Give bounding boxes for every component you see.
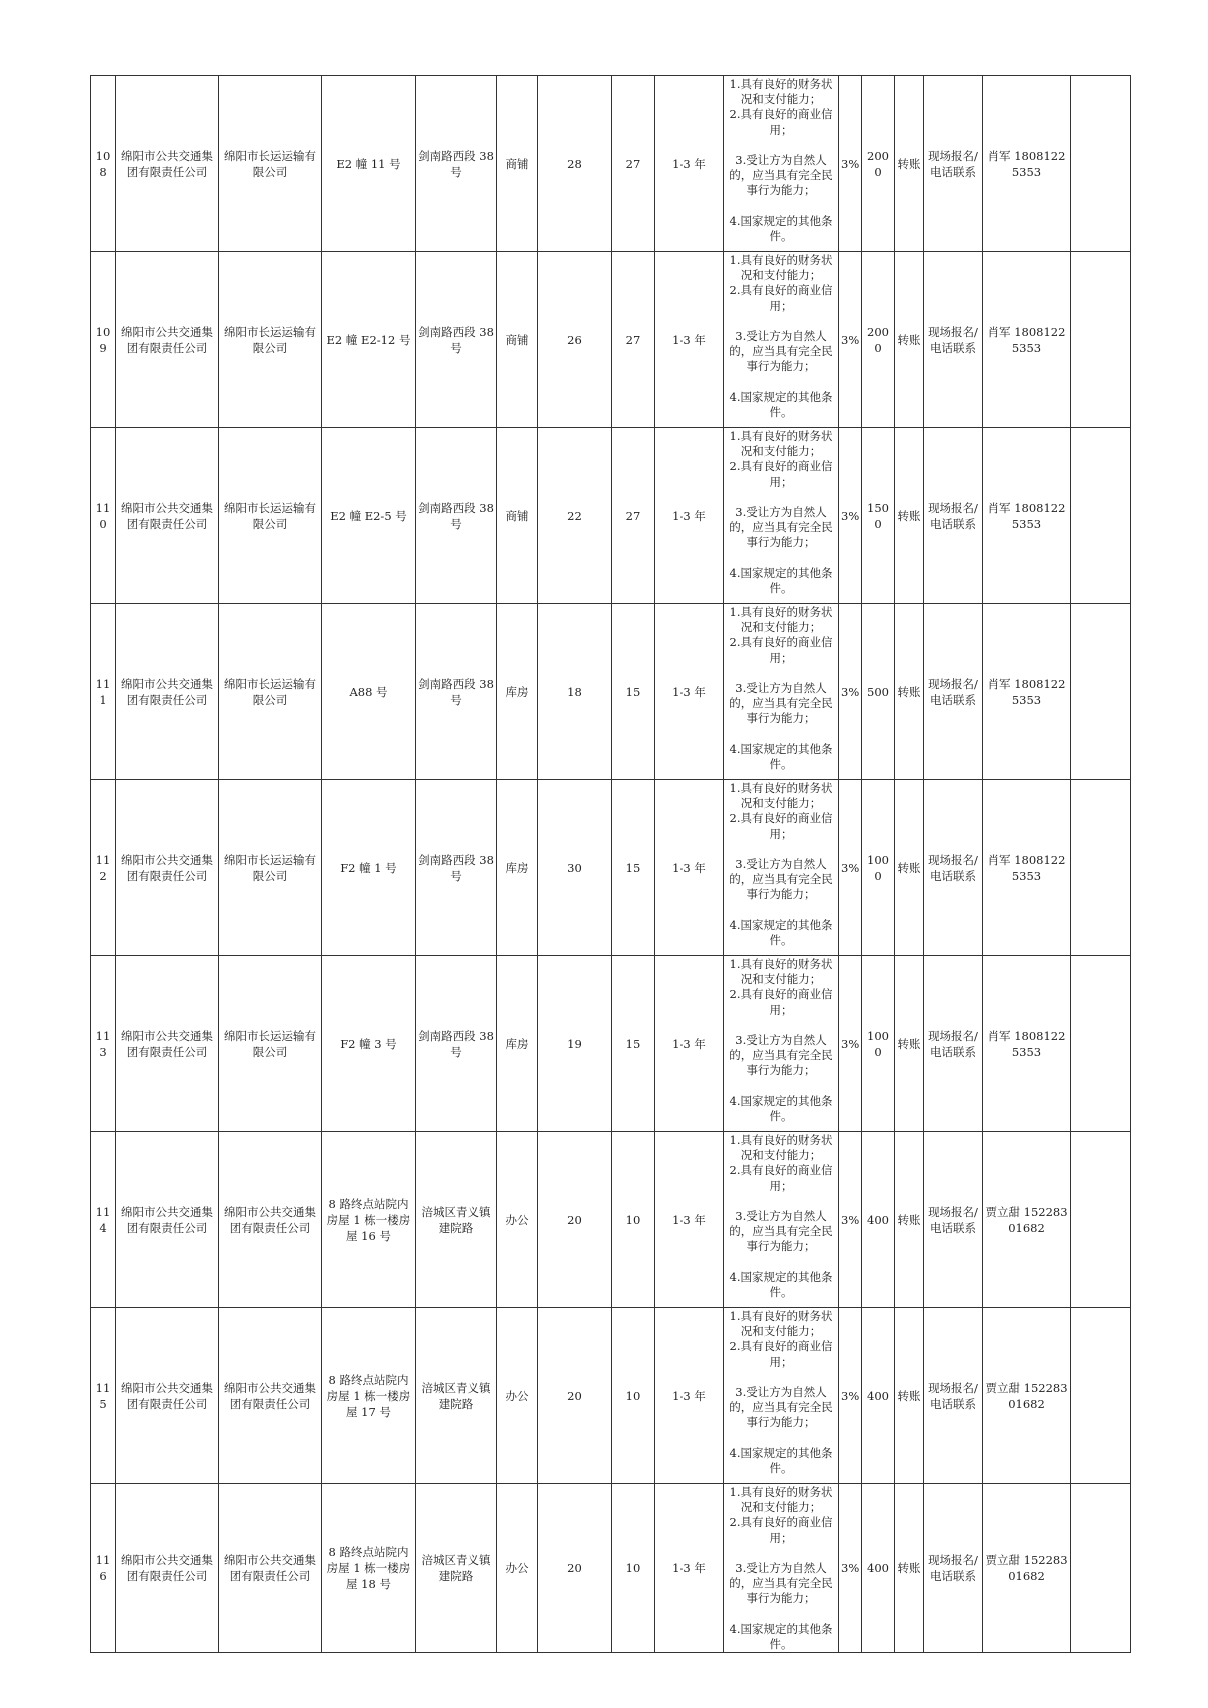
condition-3a: 3.受让方为自然人 xyxy=(735,1561,827,1575)
term-cell: 1-3 年 xyxy=(655,780,724,956)
register-cell: 现场报名/电话联系 xyxy=(924,780,983,956)
condition-4b: 件。 xyxy=(769,229,793,243)
condition-4b: 件。 xyxy=(769,405,793,419)
property-name-cell: E2 幢 E2-12 号 xyxy=(322,252,416,428)
location-cell: 涪城区青义镇建院路 xyxy=(416,1484,497,1653)
property-name-cell: F2 幢 1 号 xyxy=(322,780,416,956)
table-row xyxy=(91,428,1131,604)
property-name-cell: 8 路终点站院内房屋 1 栋一楼房屋 16 号 xyxy=(322,1132,416,1308)
deposit-cell: 400 xyxy=(862,1484,895,1653)
condition-4a: 4.国家规定的其他条 xyxy=(729,389,833,404)
remark-cell xyxy=(1071,604,1131,780)
contact-cell: 肖军 18081225353 xyxy=(983,252,1071,428)
condition-3b: 的，应当具有完全民 xyxy=(729,344,833,359)
price-cell: 10 xyxy=(612,1132,655,1308)
rate-cell: 3% xyxy=(839,1308,862,1484)
condition-1a: 1.具有良好的财务状 xyxy=(729,781,833,795)
condition-1a: 1.具有良好的财务状 xyxy=(729,77,833,91)
condition-1a: 1.具有良好的财务状 xyxy=(729,605,833,619)
payment-cell: 转账 xyxy=(895,956,924,1132)
register-cell: 现场报名/电话联系 xyxy=(924,76,983,252)
term-cell: 1-3 年 xyxy=(655,1132,724,1308)
property-name-cell: A88 号 xyxy=(322,604,416,780)
use-cell: 商铺 xyxy=(497,76,538,252)
condition-3c: 事行为能力； xyxy=(746,1063,816,1078)
subject-cell: 绵阳市公共交通集团有限责任公司 xyxy=(219,1308,322,1484)
condition-1b: 况和支付能力； xyxy=(740,1324,822,1339)
condition-2a: 2.具有良好的商业信 xyxy=(729,1515,833,1530)
area-cell: 22 xyxy=(538,428,612,604)
conditions-cell xyxy=(724,956,839,1132)
condition-3a: 3.受让方为自然人 xyxy=(735,857,827,871)
condition-3b: 的，应当具有完全民 xyxy=(729,1400,833,1415)
condition-3c: 事行为能力； xyxy=(746,711,816,726)
remark-cell xyxy=(1071,1308,1131,1484)
use-cell: 办公 xyxy=(497,1132,538,1308)
table-row xyxy=(91,1484,1131,1653)
payment-cell: 转账 xyxy=(895,604,924,780)
use-cell: 办公 xyxy=(497,1308,538,1484)
condition-3a: 3.受让方为自然人 xyxy=(735,1033,827,1047)
contact-cell: 肖军 18081225353 xyxy=(983,428,1071,604)
condition-3b: 的，应当具有完全民 xyxy=(729,1576,833,1591)
owner-cell: 绵阳市公共交通集团有限责任公司 xyxy=(116,1132,219,1308)
condition-2a: 2.具有良好的商业信 xyxy=(729,107,833,122)
contact-cell: 肖军 18081225353 xyxy=(983,76,1071,252)
remark-cell xyxy=(1071,252,1131,428)
remark-cell xyxy=(1071,428,1131,604)
deposit-cell: 500 xyxy=(862,604,895,780)
term-cell: 1-3 年 xyxy=(655,956,724,1132)
deposit-cell: 1500 xyxy=(862,428,895,604)
register-cell: 现场报名/电话联系 xyxy=(924,252,983,428)
condition-1b: 况和支付能力； xyxy=(740,796,822,811)
location-cell: 涪城区青义镇建院路 xyxy=(416,1132,497,1308)
remark-cell xyxy=(1071,1484,1131,1653)
table-row xyxy=(91,252,1131,428)
condition-3a: 3.受让方为自然人 xyxy=(735,681,827,695)
row-number: 108 xyxy=(91,76,116,252)
table-row xyxy=(91,1132,1131,1308)
use-cell: 商铺 xyxy=(497,428,538,604)
deposit-cell: 2000 xyxy=(862,76,895,252)
table-body xyxy=(91,76,1131,1653)
condition-1a: 1.具有良好的财务状 xyxy=(729,1133,833,1147)
property-name-cell: 8 路终点站院内房屋 1 栋一楼房屋 17 号 xyxy=(322,1308,416,1484)
condition-1a: 1.具有良好的财务状 xyxy=(729,253,833,267)
condition-3b: 的，应当具有完全民 xyxy=(729,1224,833,1239)
payment-cell: 转账 xyxy=(895,1308,924,1484)
use-cell: 库房 xyxy=(497,956,538,1132)
register-cell: 现场报名/电话联系 xyxy=(924,1484,983,1653)
rate-cell: 3% xyxy=(839,780,862,956)
listing-table xyxy=(90,75,1131,1653)
location-cell: 剑南路西段 38 号 xyxy=(416,604,497,780)
condition-2b: 用； xyxy=(769,298,793,313)
deposit-cell: 400 xyxy=(862,1132,895,1308)
owner-cell: 绵阳市公共交通集团有限责任公司 xyxy=(116,780,219,956)
condition-3c: 事行为能力； xyxy=(746,887,816,902)
condition-4b: 件。 xyxy=(769,1637,793,1651)
condition-3a: 3.受让方为自然人 xyxy=(735,505,827,519)
table-row xyxy=(91,76,1131,252)
row-number: 112 xyxy=(91,780,116,956)
conditions-cell xyxy=(724,1308,839,1484)
location-cell: 涪城区青义镇建院路 xyxy=(416,1308,497,1484)
property-name-cell: E2 幢 E2-5 号 xyxy=(322,428,416,604)
payment-cell: 转账 xyxy=(895,780,924,956)
subject-cell: 绵阳市长运运输有限公司 xyxy=(219,956,322,1132)
condition-1b: 况和支付能力； xyxy=(740,444,822,459)
price-cell: 27 xyxy=(612,252,655,428)
owner-cell: 绵阳市公共交通集团有限责任公司 xyxy=(116,956,219,1132)
remark-cell xyxy=(1071,956,1131,1132)
condition-2b: 用； xyxy=(769,1178,793,1193)
price-cell: 27 xyxy=(612,76,655,252)
condition-1b: 况和支付能力； xyxy=(740,972,822,987)
rate-cell: 3% xyxy=(839,1484,862,1653)
register-cell: 现场报名/电话联系 xyxy=(924,956,983,1132)
conditions-cell xyxy=(724,780,839,956)
remark-cell xyxy=(1071,1132,1131,1308)
remark-cell xyxy=(1071,76,1131,252)
row-number: 115 xyxy=(91,1308,116,1484)
subject-cell: 绵阳市长运运输有限公司 xyxy=(219,428,322,604)
rate-cell: 3% xyxy=(839,252,862,428)
condition-2b: 用； xyxy=(769,1530,793,1545)
condition-3a: 3.受让方为自然人 xyxy=(735,1209,827,1223)
condition-1a: 1.具有良好的财务状 xyxy=(729,429,833,443)
payment-cell: 转账 xyxy=(895,252,924,428)
rate-cell: 3% xyxy=(839,1132,862,1308)
condition-1a: 1.具有良好的财务状 xyxy=(729,957,833,971)
conditions-cell xyxy=(724,1484,839,1653)
condition-3b: 的，应当具有完全民 xyxy=(729,520,833,535)
deposit-cell: 1000 xyxy=(862,956,895,1132)
condition-2b: 用； xyxy=(769,1354,793,1369)
owner-cell: 绵阳市公共交通集团有限责任公司 xyxy=(116,428,219,604)
condition-3b: 的，应当具有完全民 xyxy=(729,168,833,183)
condition-4a: 4.国家规定的其他条 xyxy=(729,1445,833,1460)
condition-3c: 事行为能力； xyxy=(746,359,816,374)
deposit-cell: 1000 xyxy=(862,780,895,956)
conditions-cell xyxy=(724,76,839,252)
contact-cell: 贾立甜 15228301682 xyxy=(983,1132,1071,1308)
location-cell: 剑南路西段 38 号 xyxy=(416,956,497,1132)
term-cell: 1-3 年 xyxy=(655,428,724,604)
conditions-cell xyxy=(724,428,839,604)
area-cell: 18 xyxy=(538,604,612,780)
owner-cell: 绵阳市公共交通集团有限责任公司 xyxy=(116,76,219,252)
condition-2b: 用； xyxy=(769,650,793,665)
condition-4a: 4.国家规定的其他条 xyxy=(729,565,833,580)
condition-4a: 4.国家规定的其他条 xyxy=(729,1093,833,1108)
location-cell: 剑南路西段 38 号 xyxy=(416,252,497,428)
contact-cell: 贾立甜 15228301682 xyxy=(983,1308,1071,1484)
use-cell: 库房 xyxy=(497,780,538,956)
condition-1b: 况和支付能力； xyxy=(740,92,822,107)
condition-2a: 2.具有良好的商业信 xyxy=(729,283,833,298)
condition-1a: 1.具有良好的财务状 xyxy=(729,1309,833,1323)
contact-cell: 肖军 18081225353 xyxy=(983,956,1071,1132)
condition-4a: 4.国家规定的其他条 xyxy=(729,1621,833,1636)
conditions-cell xyxy=(724,1132,839,1308)
property-name-cell: F2 幢 3 号 xyxy=(322,956,416,1132)
subject-cell: 绵阳市公共交通集团有限责任公司 xyxy=(219,1484,322,1653)
subject-cell: 绵阳市长运运输有限公司 xyxy=(219,780,322,956)
deposit-cell: 2000 xyxy=(862,252,895,428)
condition-4b: 件。 xyxy=(769,1109,793,1123)
owner-cell: 绵阳市公共交通集团有限责任公司 xyxy=(116,252,219,428)
use-cell: 办公 xyxy=(497,1484,538,1653)
location-cell: 剑南路西段 38 号 xyxy=(416,428,497,604)
use-cell: 库房 xyxy=(497,604,538,780)
subject-cell: 绵阳市长运运输有限公司 xyxy=(219,76,322,252)
condition-4a: 4.国家规定的其他条 xyxy=(729,741,833,756)
condition-3b: 的，应当具有完全民 xyxy=(729,696,833,711)
area-cell: 20 xyxy=(538,1308,612,1484)
condition-2b: 用； xyxy=(769,826,793,841)
condition-3c: 事行为能力； xyxy=(746,1415,816,1430)
condition-1b: 况和支付能力； xyxy=(740,620,822,635)
owner-cell: 绵阳市公共交通集团有限责任公司 xyxy=(116,1484,219,1653)
condition-4b: 件。 xyxy=(769,757,793,771)
rate-cell: 3% xyxy=(839,956,862,1132)
row-number: 110 xyxy=(91,428,116,604)
term-cell: 1-3 年 xyxy=(655,604,724,780)
price-cell: 15 xyxy=(612,780,655,956)
rate-cell: 3% xyxy=(839,604,862,780)
term-cell: 1-3 年 xyxy=(655,76,724,252)
contact-cell: 肖军 18081225353 xyxy=(983,604,1071,780)
condition-1b: 况和支付能力； xyxy=(740,1148,822,1163)
property-name-cell: 8 路终点站院内房屋 1 栋一楼房屋 18 号 xyxy=(322,1484,416,1653)
row-number: 109 xyxy=(91,252,116,428)
condition-4a: 4.国家规定的其他条 xyxy=(729,213,833,228)
use-cell: 商铺 xyxy=(497,252,538,428)
location-cell: 剑南路西段 38 号 xyxy=(416,76,497,252)
price-cell: 27 xyxy=(612,428,655,604)
condition-4b: 件。 xyxy=(769,1285,793,1299)
payment-cell: 转账 xyxy=(895,428,924,604)
area-cell: 19 xyxy=(538,956,612,1132)
price-cell: 15 xyxy=(612,604,655,780)
condition-3c: 事行为能力； xyxy=(746,1591,816,1606)
condition-1a: 1.具有良好的财务状 xyxy=(729,1485,833,1499)
area-cell: 30 xyxy=(538,780,612,956)
price-cell: 10 xyxy=(612,1484,655,1653)
subject-cell: 绵阳市长运运输有限公司 xyxy=(219,252,322,428)
payment-cell: 转账 xyxy=(895,76,924,252)
condition-1b: 况和支付能力； xyxy=(740,1500,822,1515)
row-number: 116 xyxy=(91,1484,116,1653)
register-cell: 现场报名/电话联系 xyxy=(924,428,983,604)
location-cell: 剑南路西段 38 号 xyxy=(416,780,497,956)
row-number: 113 xyxy=(91,956,116,1132)
table-row xyxy=(91,1308,1131,1484)
condition-3a: 3.受让方为自然人 xyxy=(735,153,827,167)
payment-cell: 转账 xyxy=(895,1484,924,1653)
register-cell: 现场报名/电话联系 xyxy=(924,604,983,780)
row-number: 111 xyxy=(91,604,116,780)
condition-4a: 4.国家规定的其他条 xyxy=(729,917,833,932)
table-row xyxy=(91,604,1131,780)
term-cell: 1-3 年 xyxy=(655,1308,724,1484)
conditions-cell xyxy=(724,252,839,428)
payment-cell: 转账 xyxy=(895,1132,924,1308)
condition-4a: 4.国家规定的其他条 xyxy=(729,1269,833,1284)
condition-2b: 用； xyxy=(769,122,793,137)
register-cell: 现场报名/电话联系 xyxy=(924,1132,983,1308)
price-cell: 10 xyxy=(612,1308,655,1484)
table-row xyxy=(91,780,1131,956)
term-cell: 1-3 年 xyxy=(655,252,724,428)
contact-cell: 贾立甜 15228301682 xyxy=(983,1484,1071,1653)
condition-3a: 3.受让方为自然人 xyxy=(735,329,827,343)
contact-cell: 肖军 18081225353 xyxy=(983,780,1071,956)
condition-1b: 况和支付能力； xyxy=(740,268,822,283)
remark-cell xyxy=(1071,780,1131,956)
condition-3b: 的，应当具有完全民 xyxy=(729,872,833,887)
rate-cell: 3% xyxy=(839,76,862,252)
condition-2b: 用； xyxy=(769,474,793,489)
condition-2a: 2.具有良好的商业信 xyxy=(729,811,833,826)
owner-cell: 绵阳市公共交通集团有限责任公司 xyxy=(116,604,219,780)
conditions-cell xyxy=(724,604,839,780)
rate-cell: 3% xyxy=(839,428,862,604)
register-cell: 现场报名/电话联系 xyxy=(924,1308,983,1484)
condition-4b: 件。 xyxy=(769,581,793,595)
area-cell: 20 xyxy=(538,1484,612,1653)
condition-3c: 事行为能力； xyxy=(746,535,816,550)
condition-2a: 2.具有良好的商业信 xyxy=(729,635,833,650)
condition-3c: 事行为能力； xyxy=(746,1239,816,1254)
condition-2a: 2.具有良好的商业信 xyxy=(729,1339,833,1354)
condition-3b: 的，应当具有完全民 xyxy=(729,1048,833,1063)
condition-2a: 2.具有良好的商业信 xyxy=(729,1163,833,1178)
condition-4b: 件。 xyxy=(769,933,793,947)
condition-4b: 件。 xyxy=(769,1461,793,1475)
area-cell: 28 xyxy=(538,76,612,252)
area-cell: 26 xyxy=(538,252,612,428)
condition-2a: 2.具有良好的商业信 xyxy=(729,987,833,1002)
term-cell: 1-3 年 xyxy=(655,1484,724,1653)
condition-2a: 2.具有良好的商业信 xyxy=(729,459,833,474)
subject-cell: 绵阳市公共交通集团有限责任公司 xyxy=(219,1132,322,1308)
area-cell: 20 xyxy=(538,1132,612,1308)
condition-3a: 3.受让方为自然人 xyxy=(735,1385,827,1399)
subject-cell: 绵阳市长运运输有限公司 xyxy=(219,604,322,780)
price-cell: 15 xyxy=(612,956,655,1132)
condition-3c: 事行为能力； xyxy=(746,183,816,198)
row-number: 114 xyxy=(91,1132,116,1308)
deposit-cell: 400 xyxy=(862,1308,895,1484)
property-name-cell: E2 幢 11 号 xyxy=(322,76,416,252)
owner-cell: 绵阳市公共交通集团有限责任公司 xyxy=(116,1308,219,1484)
table-row xyxy=(91,956,1131,1132)
condition-2b: 用； xyxy=(769,1002,793,1017)
